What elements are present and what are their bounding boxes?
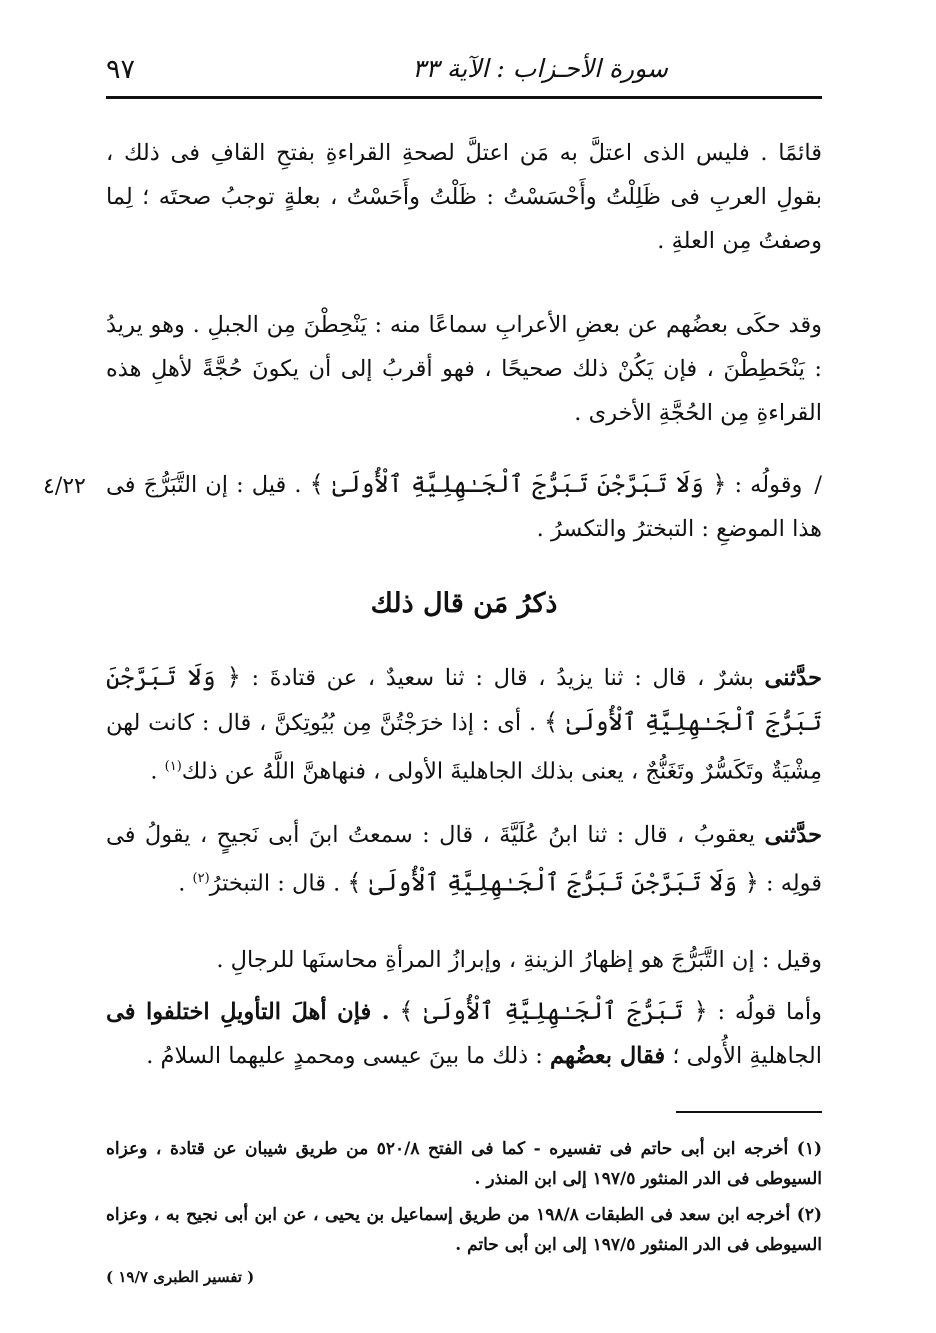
volume-signature: ( تفسير الطبرى ١٩/٧ ) xyxy=(106,1268,255,1286)
paragraph-text: : ذلك ما بينَ عيسى ومحمدٍ عليهما السلامُ . xyxy=(146,1043,543,1069)
paragraph-text: وأما قولُه : xyxy=(717,999,823,1025)
paragraph-3 xyxy=(106,462,822,551)
quran-verse: ﴿ وَلَا تَبَرَّجْنَ تَبَرُّجَ ٱلْجَـٰهِلِيَّةِ ٱلْأُولَىٰ ﴾ xyxy=(309,470,727,498)
paragraph-text: بشرٌ ، قال : ثنا يزيدُ ، قال : ثنا سعيدٌ ، عن قتادةَ : xyxy=(251,665,754,691)
footnote-2: (٢) أخرجه ابن سعد فى الطبقات ١٩٨/٨ من طريق إسماعيل بن يحيى ، عن ابن أبى نجيح به ، وعزاه السيوطى فى الدر المنثور ١٩٧/٥ إلى ابن أبى حاتم . xyxy=(106,1205,822,1255)
margin-reference: ٤/٢٢ xyxy=(43,474,86,499)
surah-verse-label: سورة الأحـزاب : الآية ٣٣ xyxy=(412,54,668,83)
quran-verse: ﴿ تَبَرُّجَ ٱلْجَـٰهِلِيَّةِ ٱلْأُولَىٰ ﴾ xyxy=(399,997,708,1025)
paragraph-text: . xyxy=(150,758,158,785)
paragraph-2 xyxy=(106,303,822,435)
paragraph-text: الجاهليةِ الأُولى ؛ xyxy=(672,1043,822,1069)
quran-verse: ﴿ وَلَا تَبَرَّجْنَ تَبَرُّجَ ٱلْجَـٰهِلِيَّةِ ٱلْأُولَىٰ ﴾ xyxy=(347,868,759,897)
running-header xyxy=(106,48,818,88)
footnote-1: (١) أخرجه ابن أبى حاتم فى تفسيره - كما فى الفتح ٥٢٠/٨ من طريق شيبان عن قتادة ، وعزاه السيوطى فى الدر المنثور ١٩٧/٥ إلى ابن المنذر . xyxy=(106,1139,823,1189)
bold-text: . فإن أهلَ التأويلِ اختلفوا فى xyxy=(106,999,390,1025)
narration-lead: حدَّثنى xyxy=(764,822,822,848)
paragraph-text: يعقوبُ ، قال : ثنا ابنُ عُلَيَّةَ ، قال : سمعتُ ابنَ أبى نَجيحٍ ، يقولُ فى قولِه : xyxy=(106,822,822,897)
footnote-rule xyxy=(676,1111,822,1113)
paragraph-1 xyxy=(106,131,822,263)
paragraph-5 xyxy=(106,813,822,906)
quran-verse: ﴿ وَلَا تَبَرَّجْنَ تَبَرُّجَ ٱلْجَـٰهِلِيَّةِ ٱلْأُولَىٰ ﴾ xyxy=(106,663,822,736)
paragraph-7 xyxy=(106,989,822,1078)
paragraph-text: وقد حكَى بعضُهم عن بعضِ الأعرابِ سماعًا منه : يَنْحِطْنَ مِن الجبلِ . وهو يريدُ : يَنْحَطِطْنَ ، فإن يَكُنْ ذلك صحيحًا ، فهو أقربُ إلى أن يكونَ حُجَّةً لأهلِ هذه القراءةِ مِن الحُجَّةِ الأخرى . xyxy=(106,312,822,426)
paragraph-4 xyxy=(106,655,822,794)
bold-text: فقال بعضُهم xyxy=(550,1043,666,1069)
section-heading: ذكرُ مَن قال ذلك xyxy=(370,588,558,619)
footnote-marker: (١) xyxy=(164,759,182,774)
paragraph-text: . أى : إذا خرَجْتُنَّ مِن بُيُوتِكنَّ ، قال : كانت لهن مِشْيَةٌ وتَكَسُّرٌ وتَغَنُّجٌ ، يعنى بذلك الجاهليةَ الأولى ، فنهاهنَّ اللَّهُ عن ذلك xyxy=(106,710,822,785)
footnotes xyxy=(106,1134,822,1266)
paragraph-text: . xyxy=(178,870,186,897)
paragraph-text: وقولُه : xyxy=(734,472,803,498)
narration-lead: حدَّثنى xyxy=(764,665,823,691)
paragraph-6 xyxy=(106,938,822,982)
paragraph-text: قائمًا . فليس الذى اعتلَّ به مَن اعتلَّ لصحةِ القراءةِ بفتحِ القافِ فى ذلك ، بقولِ العربِ فى ظَلِلْتُ وأَحْسَسْتُ : ظَلْتُ وأَحَسْتُ ، بعلةٍ توجبُ صحتَه ؛ لِما وصفتُ مِن العلةِ . xyxy=(106,140,822,254)
paragraph-text: وقيل : إن التَّبَرُّجَ هو إظهارُ الزينةِ ، وإبرازُ المرأةِ محاسنَها للرجالِ . xyxy=(216,947,822,973)
page-number: ٩٧ xyxy=(106,54,136,85)
header-rule xyxy=(106,96,822,99)
footnote-marker: (٢) xyxy=(192,871,210,886)
paragraph-text: . قيل : إن التَّبَرُّجَ فى هذا الموضعِ : التبخترُ والتكسرُ . xyxy=(106,472,822,542)
paragraph-text: . قال : التبخترُ xyxy=(209,870,341,897)
page-break-marker: / xyxy=(814,472,822,498)
